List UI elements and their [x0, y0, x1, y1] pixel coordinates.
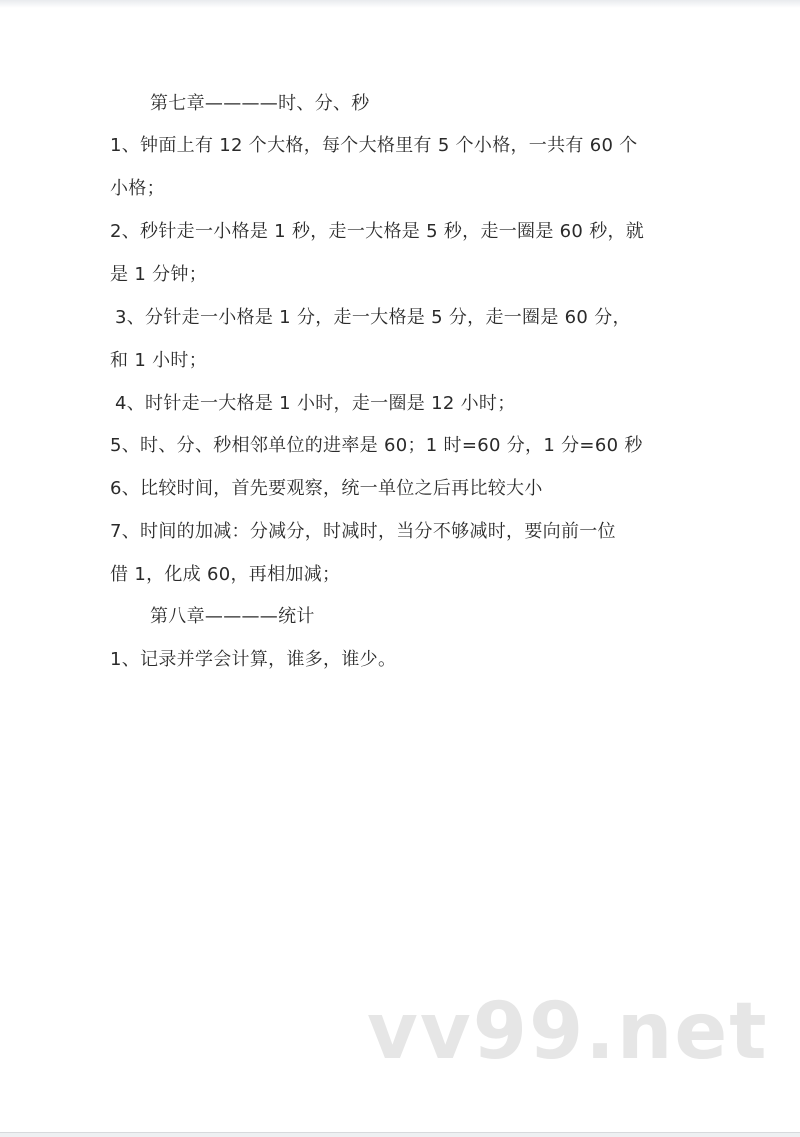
paragraph-line: 5、时、分、秒相邻单位的进率是 60；1 时=60 分，1 分=60 秒 — [110, 435, 643, 456]
paragraph-line: 3、分针走一小格是 1 分，走一大格是 5 分，走一圈是 60 分， — [115, 307, 631, 328]
paragraph-line: 是 1 分钟； — [110, 264, 207, 285]
chapter-7-heading: 第七章————时、分、秒 — [150, 93, 370, 114]
paragraph-line: 1、记录并学会计算，谁多，谁少。 — [110, 649, 397, 670]
paragraph-line: 和 1 小时； — [110, 350, 207, 371]
chapter-8-heading: 第八章————统计 — [150, 606, 315, 627]
watermark: vv99.net — [367, 987, 769, 1077]
paragraph-line: 小格； — [110, 178, 165, 199]
paragraph-line: 6、比较时间，首先要观察，统一单位之后再比较大小 — [110, 478, 543, 499]
page-top-edge — [0, 0, 800, 8]
paragraph-line: 4、时针走一大格是 1 小时，走一圈是 12 小时； — [115, 393, 516, 414]
paragraph-line: 2、秒针走一小格是 1 秒，走一大格是 5 秒，走一圈是 60 秒，就 — [110, 221, 645, 242]
paragraph-line: 借 1，化成 60，再相加减； — [110, 564, 341, 585]
paragraph-line: 7、时间的加减：分减分，时减时，当分不够减时，要向前一位 — [110, 521, 616, 542]
paragraph-line: 1、钟面上有 12 个大格，每个大格里有 5 个小格，一共有 60 个 — [110, 135, 638, 156]
